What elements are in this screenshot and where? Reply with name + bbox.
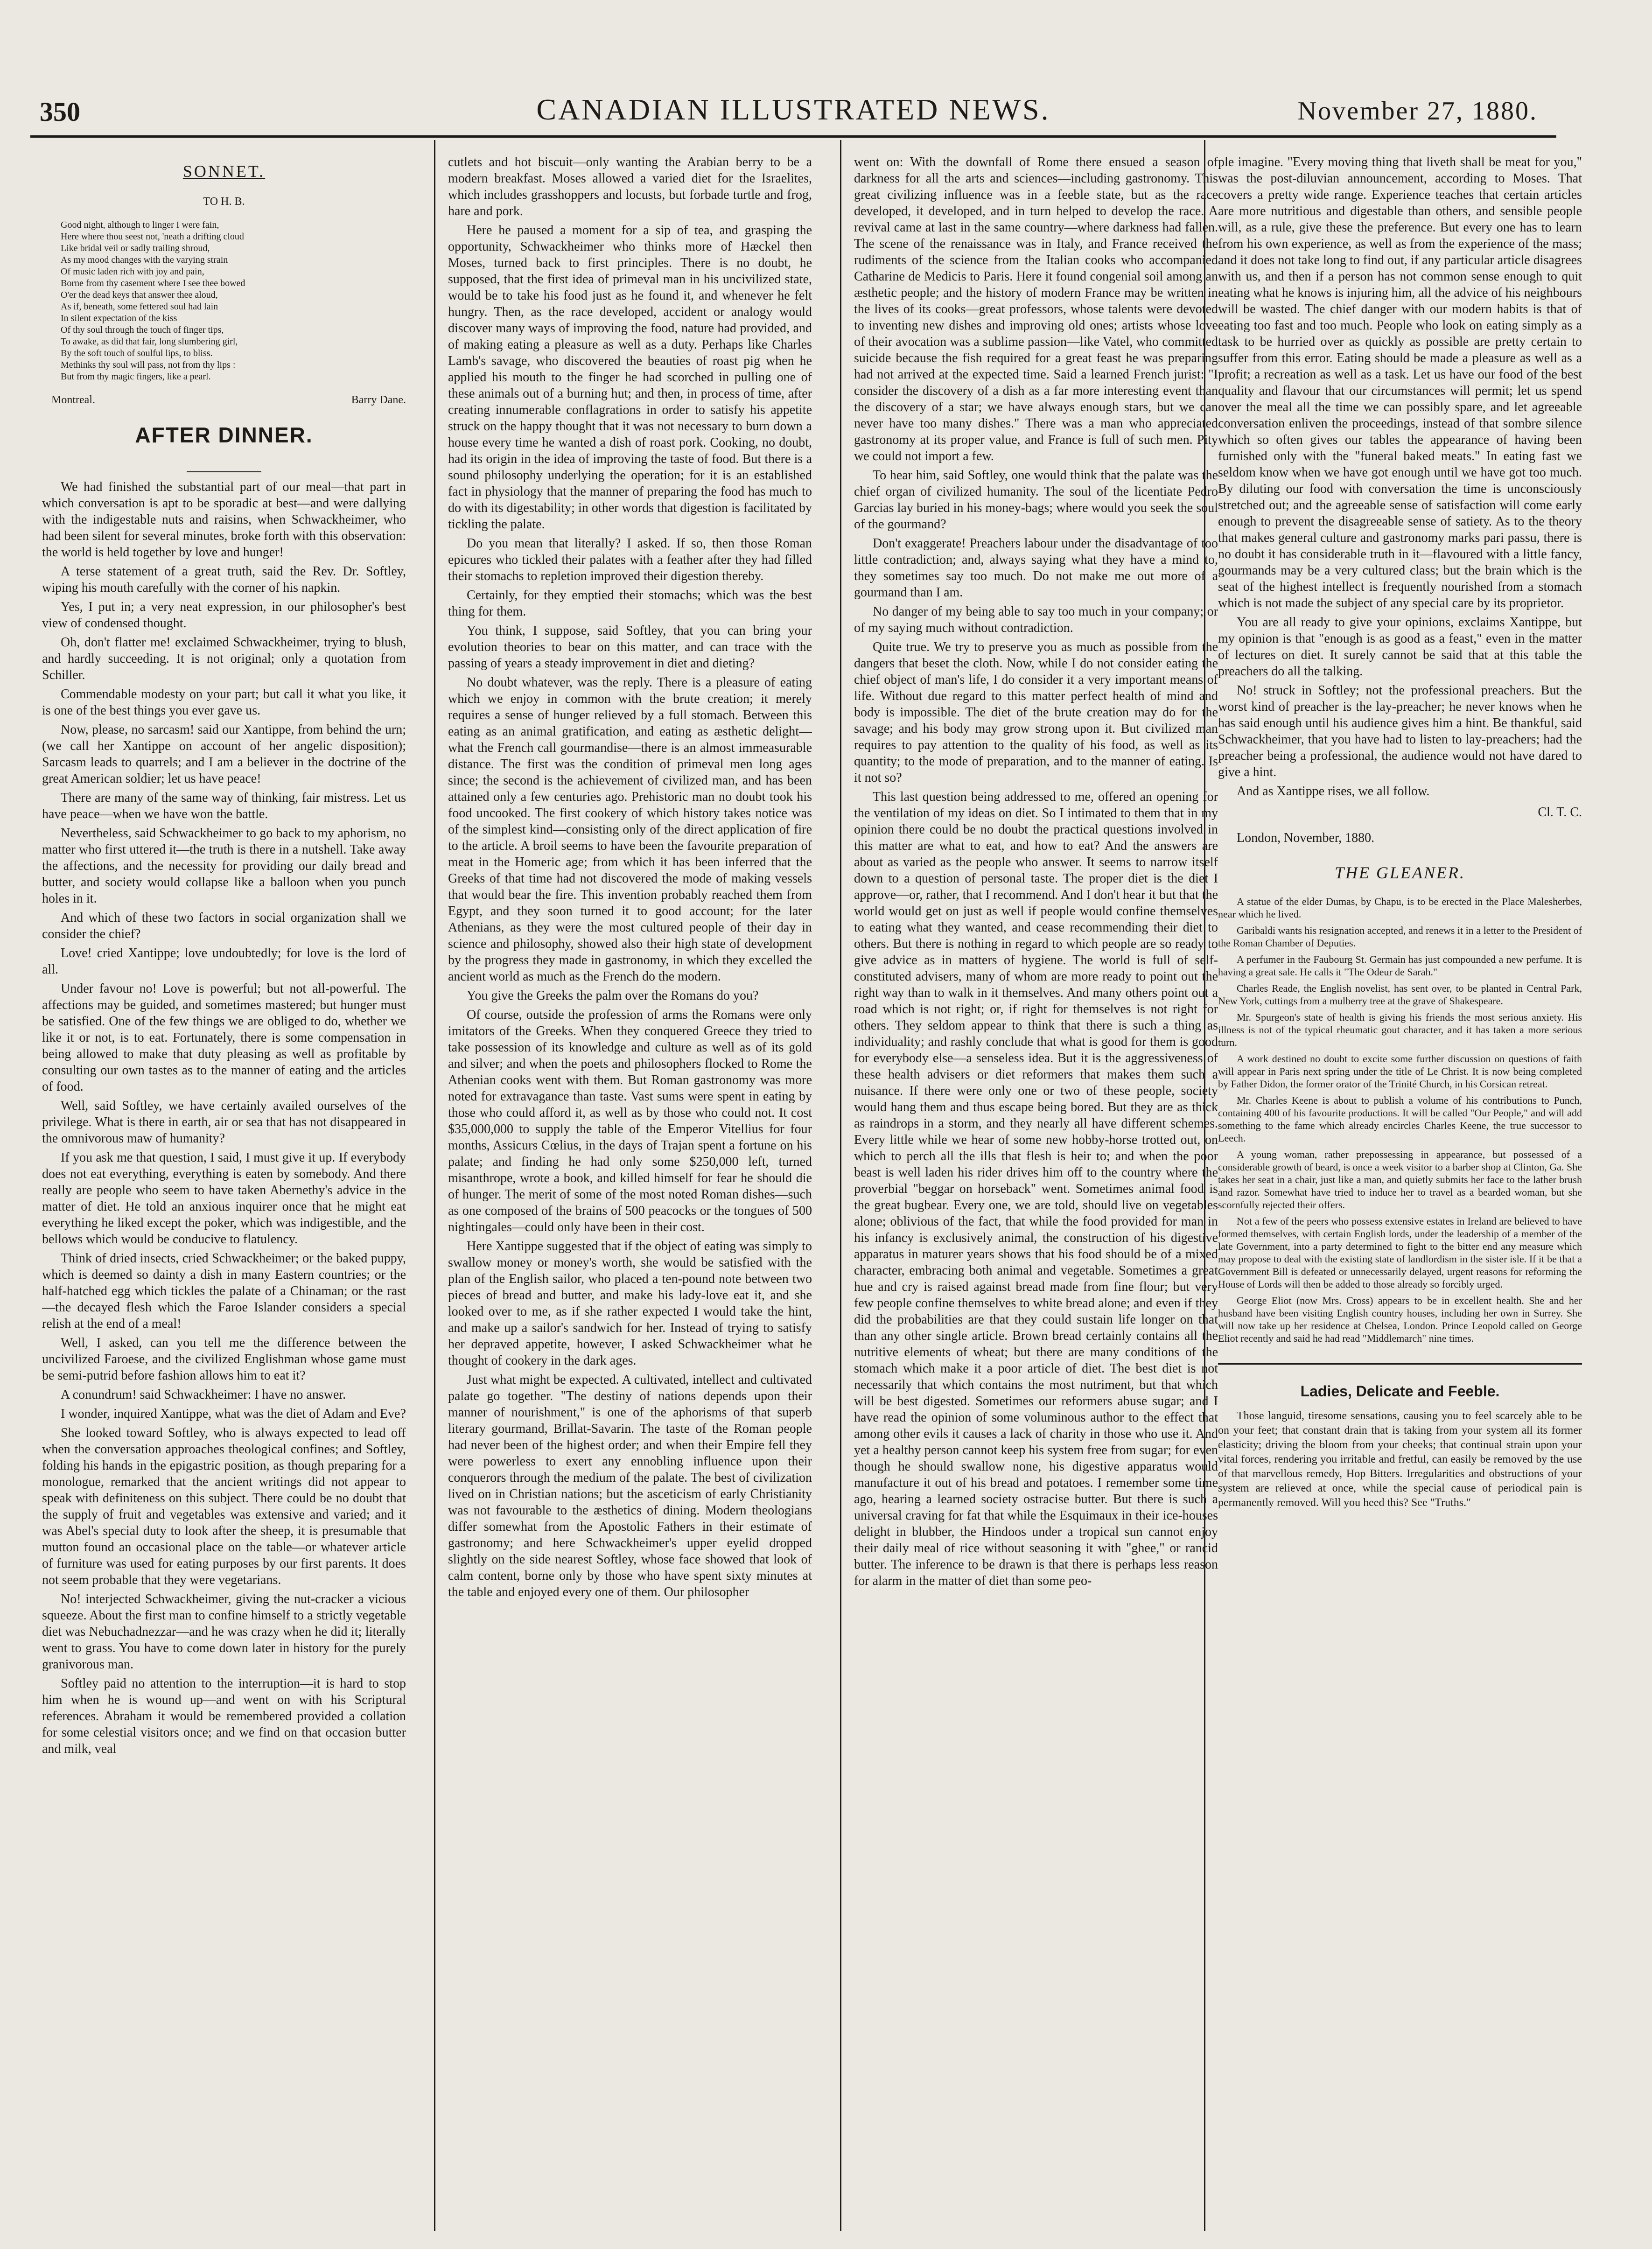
poem-line: Of music laden rich with joy and pain, — [61, 266, 204, 277]
article-paragraph: You are all ready to give your opinions, exclaims Xantippe, but my opinion is that "enough is as good as a feast," even in the matter of lectures on diet. It surely cannot be said that at this table the preachers do all the talking. — [1218, 615, 1582, 679]
poem-line: Good night, although to linger I were fain, — [61, 220, 219, 230]
gleaner-item: A young woman, rather prepossessing in appearance, but possessed of a considerable growth of beard, is once a week visitor to a barber shop at Clinton, Ga. She takes her seat in a chair, just like a man, and quietly submits her face to the lather brush and razor. Somewhat have tried to induce her to travel as a bearded woman, but she scornfully rejected their offers. — [1218, 1149, 1582, 1211]
article-paragraph: No doubt whatever, was the reply. There is a pleasure of eating which we enjoy in common with the brute creation; it merely requires a sense of hunger relieved by a full stomach. Between this eating as an animal gratification, and eating as æsthetic delight—what the French call gourmandise—there is an almost immeasurable distance. The first was the condition of primeval men long ages since; the second is the achievement of civilized man, and has been attained only a few centuries ago. Prehistoric man no doubt took his food uncooked. The first cookery of which history takes notice was of the simplest kind—consisting only of the direct application of fire to the article. A broil seems to have been the favourite preparation of meat in the Homeric age; from which it has been inferred that the Greeks of that time had not discovered the mode of making vessels that would bear the fire. This invention probably reached them from Egypt, and they soon turned it to good account; for the later Athenians, as they were the most cultured people of their day in science and philosophy, showed also their high state of development by the progress they made in gastronomy, in which they excelled the ancient world as much as the French do the modern. — [448, 675, 812, 984]
advert-rule — [1218, 1363, 1582, 1365]
article-paragraph: If you ask me that question, I said, I must give it up. If everybody does not eat everything, everything is eaten by somebody. And there really are people who seem to have taken Abernethy's advice in the matter of diet. He told an anxious inquirer once that he might eat everything he liked except the poker, which was indigestible, and the bellows which would be conducive to flatulency. — [42, 1150, 406, 1247]
article-paragraph: And as Xantippe rises, we all follow. — [1237, 784, 1430, 799]
advert-heading: Ladies, Delicate and Feeble. — [1300, 1383, 1500, 1400]
article-paragraph: You think, I suppose, said Softley, that you can bring your evolution theories to bear on this matter, and can trace with the passing of years a steady improvement in diet and dieting? — [448, 624, 812, 671]
gleaner-item: A work destined no doubt to excite some further discussion on questions of faith will appear in Paris next spring under the title of Le Christ. It is now being completed by Father Didon, the former orator of the Trinité Church, in his Corsican retreat. — [1218, 1053, 1582, 1090]
article-paragraph: Here Xantippe suggested that if the object of eating was simply to swallow money or money's worth, she would be satisfied with the plan of the English sailor, who placed a ten-pound note between two pieces of bread and butter, and make his lady-love eat it, and she looked over to me, as if she rather expected I would take the hint, and make up a sailor's sandwich for her. Instead of trying to satisfy her depraved appetite, however, I asked Schwackheimer what he thought of cookery in the dark ages. — [448, 1239, 812, 1368]
poem-line: As if, beneath, some fettered soul had lain — [61, 301, 218, 312]
article-paragraph: No danger of my being able to say too much in your company; or of my saying much without contradiction. — [854, 604, 1218, 635]
article-paragraph: A conundrum! said Schwackheimer: I have no answer. — [61, 1387, 346, 1402]
poem-line: By the soft touch of soulful lips, to bliss. — [61, 348, 213, 358]
issue-date: November 27, 1880. — [1297, 97, 1538, 126]
article-paragraph: Quite true. We try to preserve you as much as possible from the dangers that beset the cloth. Now, while I do not consider eating the chief object of man's life, I do consider it a very important means of life. Without due regard to this matter perfect health of mind and body is impossible. The diet of the brute creation may do for the savage; and his body may grow strong upon it. But civilized man requires to pay attention to the quality of his food, as well as its quantity; to the mode of preparation, and to the manner of eating. Is it not so? — [854, 640, 1218, 785]
article-paragraph: Softley paid no attention to the interruption—it is hard to stop him when he is wound up—and went on with his Scriptural references. Abraham it would be remembered provided a collation for some celestial visitors once; and we find on that occasion butter and milk, veal — [42, 1676, 406, 1756]
poem-line: To awake, as did that fair, long slumbering girl, — [61, 336, 238, 347]
article-paragraph: Certainly, for they emptied their stomachs; which was the best thing for them. — [448, 588, 812, 619]
gleaner-item: Not a few of the peers who possess extensive estates in Ireland are believed to have formed themselves, with certain English lords, under the leadership of a member of the late Government, into a party determined to fight to the bitter end any measure which may propose to deal with the existing state of landlordism in the sister isle. If it be that a Government Bill is defeated or unnecessarily delayed, urgent reasons for reforming the House of Lords will then be added to those already so forcibly urged. — [1218, 1215, 1582, 1290]
sonnet-author: Barry Dane. — [351, 394, 406, 406]
article-paragraph: Well, said Softley, we have certainly availed ourselves of the privilege. What is there in earth, air or sea that has not disappeared in the omnivorous maw of humanity? — [42, 1099, 406, 1146]
heading-rule — [187, 471, 261, 472]
article-paragraph: And which of these two factors in social organization shall we consider the chief? — [42, 911, 406, 941]
sonnet-heading: SONNET. — [182, 162, 266, 181]
masthead-title: CANADIAN ILLUSTRATED NEWS. — [536, 93, 1050, 126]
poem-line: Borne from thy casement where I see thee bowed — [61, 278, 245, 288]
article-paragraph: She looked toward Softley, who is always expected to lead off when the conversation approaches theological confines; and Softley, folding his hands in the epigastric position, as though preparing for a monologue, remarked that the ancient writings did not appear to speak with definiteness on this subject. There could be no doubt that the supply of fruit and vegetables was extensive and varied; and it was Abel's special duty to look after the sheep, it is presumable that mutton found an occasional place on the table—or whatever article of furniture was used for eating purposes by our first parents. It does not seem probable that they were vegetarians. — [42, 1426, 406, 1587]
article-body-col2 — [448, 154, 812, 1600]
article-paragraph: Love! cried Xantippe; love undoubtedly; for love is the lord of all. — [42, 946, 406, 977]
article-paragraph: Oh, don't flatter me! exclaimed Schwackheimer, trying to blush, and hardly succeeding. It is not original; only a quotation from Schiller. — [42, 635, 406, 682]
article-paragraph: Now, please, no sarcasm! said our Xantippe, from behind the urn; (we call her Xantippe on account of her angelic disposition); Sarcasm leads to quarrels; and I am a believer in the doctrine of the great American soldier; let us have peace! — [42, 722, 406, 786]
column-2 — [448, 154, 812, 2221]
gleaner-items — [1218, 895, 1582, 1345]
article-paragraph: We had finished the substantial part of our meal—that part in which conversation is apt to be sporadic at best—and were dallying with the indigestable nuts and raisins, when Schwackheimer, who had been silent for several minutes, broke forth with this observation: the world is held together by love and hunger! — [42, 480, 406, 560]
page-number: 350 — [40, 97, 80, 127]
gleaner-item: Garibaldi wants his resignation accepted, and renews it in a letter to the President of the Roman Chamber of Deputies. — [1218, 925, 1582, 949]
article-body-col3 — [854, 154, 1218, 1589]
column-1 — [42, 154, 406, 2221]
gleaner-item: A statue of the elder Dumas, by Chapu, is to be erected in the Place Malesherbes, near which he lived. — [1218, 896, 1582, 920]
poem-line: But from thy magic fingers, like a pearl. — [61, 371, 211, 382]
sonnet-place: Montreal. — [51, 394, 95, 406]
article-paragraph: I wonder, inquired Xantippe, what was the diet of Adam and Eve? — [61, 1407, 406, 1421]
column-divider — [434, 140, 435, 2231]
sonnet-poem — [61, 219, 406, 383]
gleaner-item: A perfumer in the Faubourg St. Germain has just compounded a new perfume. It is having a great sale. He calls it "The Odeur de Sarah." — [1218, 953, 1582, 978]
article-paragraph: Here he paused a moment for a sip of tea, and grasping the opportunity, Schwackheimer who thinks more of Hæckel then Moses, turned back to first principles. There is no doubt, he supposed, that the first idea of primeval man in his uncivilized state, would be to take his food just as he found it, and whenever he felt hungry. Then, as the race developed, accident or analogy would discover many ways of improving the food, nature had provided, and of making eating a pleasure as well as a duty. Perhaps like Charles Lamb's savage, who discovered the beauties of roast pig when he applied his mouth to the finger he had scorched in pulling one of these animals out of a burning hut; and then, in process of time, after creating innumerable conflagrations in order to satisfy his appetite struck on the happy thought that it was not necessary to burn down a house every time he wanted a dish of roast pork. Cooking, no doubt, had its origin in the idea of improving the taste of food. But there is a sound philosophy underlying the operation; for it is an established fact in physiology that the manner of preparing the food has much to do with its digestability; in other words that digestion is facilitated by tickling the palate. — [448, 223, 812, 532]
article-body-col4 — [1218, 154, 1582, 799]
article-heading: AFTER DINNER. — [135, 423, 313, 447]
article-paragraph: A terse statement of a great truth, said the Rev. Dr. Softley, wiping his mouth carefully with the corner of his napkin. — [42, 564, 406, 595]
gleaner-item: George Eliot (now Mrs. Cross) appears to be in excellent health. She and her husband have been visiting English country houses, including her own in Surrey. She will now take up her residence at Chelsea, London. Prince Leopold called on George Eliot recently and said he had read "Middlemarch" nine times. — [1218, 1295, 1582, 1344]
column-divider — [840, 140, 841, 2231]
advert-body: Those languid, tiresome sensations, causing you to feel scarcely able to be on your feet; that constant drain that is taking from your system all its former elasticity; driving the bloom from your cheeks; that continual strain upon your vital forces, rendering you irritable and fretful, can easily be removed by the use of that marvellous remedy, Hop Bitters. Irregularities and obstructions of your system are relieved at once, while the special cause of periodical pain is permanently removed. Will you heed this? See "Truths." — [1218, 1410, 1582, 1509]
sonnet-dedication: TO H. B. — [203, 196, 245, 208]
column-4 — [1218, 154, 1582, 2221]
article-paragraph: Of course, outside the profession of arms the Romans were only imitators of the Greeks. When they conquered Greece they tried to take possession of its knowledge and culture as well as of its gold and silver; and when the poets and philosophers flocked to Rome the Athenian cooks went with them. But Roman gastronomy was more noted for extravagance than taste. Vast sums were spent in eating by those who could afford it, as well as by those who could not. It cost $35,000,000 to supply the table of the Emperor Vitellius for four months, Assicurs Cœlius, in the days of Trajan spent a fortune on his palate; and finding he had only some $250,000 left, turned misanthrope, wrote a book, and killed himself for fear he should die of hunger. The merit of some of the most noted Roman dishes—such as one composed of the brains of 500 peacocks or the tongues of 500 nightingales—could only have been in their cost. — [448, 1008, 812, 1234]
article-paragraph: Nevertheless, said Schwackheimer to go back to my aphorism, no matter who first uttered it—the truth is there in a nutshell. Take away the affections, and the necessity for providing our daily bread and butter, and society would collapse like a balloon when you punch holes in it. — [42, 826, 406, 906]
page-header — [30, 92, 1556, 132]
article-paragraph: ple imagine. "Every moving thing that liveth shall be meat for you," was the post-diluvian announcement, according to Moses. That covers a pretty wide range. Experience teaches that certain articles are more nutritious and digestable than others, and sensible people will, as a rule, give these the preference. But every one has to learn from his own experience, as well as from the experience of the mass; and it does not take long to find out, if any particular article disagrees with us, and then if a person has not common sense enough to quit eating what he knows is injuring him, all the advice of his neighbours will be wasted. The chief danger with our modern habits is that of eating too fast and too much. People who look on eating simply as a task to be hurried over as quickly as possible are pretty certain to suffer from this error. Eating should be made a pleasure as well as a profit; a recreation as well as a task. Let us have our food of the best quality and flavour that our circumstances will permit; let us spend over the meal all the time we can possibly spare, and let agreeable conversation enliven the proceedings, instead of that sombre silence which so often gives our tables the appearance of having been furnished only with the "funeral baked meats." In eating fast we seldom know when we have got enough until we have got too much. By diluting our food with conversation the time is unconsciously stretched out; and the agreeable sense of satisfaction will come early enough to prevent the disagreeable sense of satiety. As to the theory that makes general culture and gastronomy marks pari passu, there is no doubt it has considerable truth in it—flavoured with a little fancy, gourmands may be a very cultured class; but the brain which is the seat of the highest intellect is frequently nourished from a stomach which is not made the subject of any special care by its proprietor. — [1218, 155, 1582, 610]
gleaner-item: Charles Reade, the English novelist, has sent over, to be planted in Central Park, New York, cuttings from a mulberry tree at the grave of Shakespeare. — [1218, 982, 1582, 1007]
article-paragraph: There are many of the same way of thinking, fair mistress. Let us have peace—when we have won the battle. — [42, 791, 406, 821]
article-paragraph: Do you mean that literally? I asked. If so, then those Roman epicures who tickled their palates with a feather after they had filled their stomachs to repletion improved their digestion thereby. — [448, 536, 812, 583]
gleaner-item: Mr. Spurgeon's state of health is giving his friends the most serious anxiety. His illness is not of the typical rheumatic gout character, and it has taken a more serious turn. — [1218, 1011, 1582, 1048]
poem-line: Here where thou seest not, 'neath a drifting cloud — [61, 231, 244, 242]
article-signature: Cl. T. C. — [1538, 805, 1582, 820]
poem-line: Like bridal veil or sadly trailing shroud, — [61, 243, 210, 253]
article-paragraph: No! interjected Schwackheimer, giving the nut-cracker a vicious squeeze. About the first man to confine himself to a strictly vegetable diet was Nebuchadnezzar—and he was crazy when he did it; literally went to grass. You have to come down later in history for the purely granivorous man. — [42, 1592, 406, 1672]
header-rule — [30, 135, 1556, 138]
poem-line: O'er the dead keys that answer thee aloud, — [61, 290, 218, 300]
article-body-col1 — [42, 479, 406, 1757]
article-dateline: London, November, 1880. — [1237, 831, 1375, 845]
article-paragraph: Just what might be expected. A cultivated, intellect and cultivated palate go together. "The destiny of nations depends upon their manner of nourishment," is one of the aphorisms of that superb literary gourmand, Brillat-Savarin. The taste of the Roman people had never been of the highest order; and when their Empire fell they were powerless to exert any ennobling influence upon their conquerors through the medium of the palate. The best of civilization lived on in Christian nations; but the asceticism of early Christianity was not favourable to the æsthetics of dining. Modern theologians differ somewhat from the Apostolic Fathers in their estimate of gastronomy; and here Schwackheimer's upper eyelid dropped slightly on the side nearest Softley, whose face showed that look of calm content, borne only by those who have spent sixty minutes at the table and enjoyed every one of them. Our philosopher — [448, 1373, 812, 1599]
poem-line: As my mood changes with the varying strain — [61, 255, 228, 265]
article-paragraph: Think of dried insects, cried Schwackheimer; or the baked puppy, which is deemed so dainty a dish in many Eastern countries; or the half-hatched egg which tickles the palate of a Chinaman; or the rast—the decayed flesh which the Faroe Islander considers a special relish at the end of a meal! — [42, 1251, 406, 1331]
poem-line: In silent expectation of the kiss — [61, 313, 177, 323]
gleaner-heading: THE GLEANER. — [1334, 863, 1465, 882]
article-paragraph: You give the Greeks the palm over the Romans do you? — [467, 988, 759, 1003]
gleaner-item: Mr. Charles Keene is about to publish a volume of his contributions to Punch, containing 400 of his favourite productions. It will be called "Our People," and will add something to the fame which already encircles Charles Keene, the true successor to Leech. — [1218, 1094, 1582, 1144]
column-3 — [854, 154, 1218, 2221]
article-paragraph: No! struck in Softley; not the professional preachers. But the worst kind of preacher is the lay-preacher; he never knows when he has said enough until his audience gives him a hint. Be thankful, said Schwackheimer, that you have had to listen to lay-preachers; had the preacher being a professional, the audience would not have dared to give a hint. — [1218, 683, 1582, 779]
article-paragraph: Yes, I put in; a very neat expression, in our philosopher's best view of condensed thought. — [42, 600, 406, 631]
article-paragraph: cutlets and hot biscuit—only wanting the Arabian berry to be a modern breakfast. Moses allowed a varied diet for the Israelites, which includes grasshoppers and locusts, but forbade turtle and frog, hare and pork. — [448, 155, 812, 218]
poem-line: Methinks thy soul will pass, not from thy lips : — [61, 360, 236, 370]
poem-line: Of thy soul through the touch of finger tips, — [61, 325, 224, 335]
article-paragraph: To hear him, said Softley, one would think that the palate was the chief organ of civilized humanity. The soul of the licentiate Pedro Garcias lay buried in his money-bags; where would you seek the soul of the gourmand? — [854, 468, 1218, 532]
article-paragraph: Don't exaggerate! Preachers labour under the disadvantage of too little contradiction; and, always saying what they have a mind to, they sometimes say too much. Do not make me out more of a gourmand than I am. — [854, 536, 1218, 600]
article-paragraph: Well, I asked, can you tell me the difference between the uncivilized Faroese, and the civilized Englishman whose game must be semi-putrid before fashion allows him to eat it? — [42, 1336, 406, 1383]
sonnet-signature — [51, 392, 406, 408]
article-paragraph: went on: With the downfall of Rome there ensued a season of darkness for all the arts and sciences—including gastronomy. This great civilizing influence was in a feeble state, but as the race developed, it developed, and in turn helped to develop the race. A revival came at last in the same country—where darkness had fallen. The scene of the renaissance was in Italy, and France received the rudiments of the science from the Italian cooks who accompanied Catharine de Medicis to Paris. Here it found congenial soil among an æsthetic people; and the history of modern France may be written in the lives of its cooks—great professors, whose talents were devoted to inventing new dishes and improving old ones; artists whose love of their avocation was a sublime passion—like Vatel, who committed suicide because the fish required for a great feast he was preparing had not arrived at the expected time. Said a learned French jurist: "I consider the discovery of a dish as a far more interesting event than the discovery of a star; we have always enough stars, but we can never have too many dishes." There was a man who appreciated gastronomy at its proper value, and France is full of such men. Pity we could not import a few. — [854, 155, 1218, 463]
article-paragraph: Under favour no! Love is powerful; but not all-powerful. The affections may be guided, and sometimes mastered; but hunger must be satisfied. One of the few things we are obliged to do, whether we like it or not, is to eat. Fortunately, there is some compensation in being allowed to make that duty pleasing as well as profitable by consulting our own tastes as to the manner of eating and the articles of food. — [42, 981, 406, 1094]
article-paragraph: This last question being addressed to me, offered an opening for the ventilation of my ideas on diet. So I intimated to them that in my opinion there could be no doubt the practical questions involved in this matter are what to eat, and how to eat? And the answers are about as varied as the people who answer. It seems to narrow itself down to a question of personal taste. The proper diet is the diet I approve—or, rather, that I recommend. And I don't hear it but that the world would get on just as well if people would confine themselves to eating what they wanted, and cease recommending their diet to others. But there is nothing in regard to which people are so ready to give advice as in matters of hygiene. The world is full of self-constituted advisers, many of whom are more ready to point out the right way than to walk in it themselves. And many others point out a road which is not right; or, if right for themselves is not right for others. They seldom appear to think that there is such a thing as individuality; and rashly conclude that what is good for them is good for everybody else—a senseless idea. But it is the aggressiveness of these health advisers or diet reformers that makes them such a nuisance. If there were only one or two of these people, society would hang them and thus escape being bored. But they are as thick as raindrops in a storm, and they nearly all have different schemes. Every little while we hear of some new hobby-horse trotted out, on which to perch all the ills that flesh is heir to; and when the poor beast is well laden his rider drives him off to the country where the proverbial "beggar on horseback" went. Sometimes animal food is the great bugbear. Every one, we are told, should live on vegetables alone; oblivious of the fact, that while the food provided for man in his infancy is exclusively animal, the construction of his digestive apparatus in maturer years shows that his food should be of a mixed character, embracing both animal and vegetable. Sometimes a great hue and cry is raised against bread made from fine flour; but very few people confine themselves to white bread alone; and even if they did the probabilities are that they could sustain life longer on that than any other single article. Brown bread certainly contains all the nutritive elements of wheat; but there are many conditions of the stomach which make it a poor article of diet. The best diet is not necessarily that which contains the most nutriment, but that which will be best digested. Sometimes our reformers abuse sugar; and I have read the opinion of some voluminous author to the effect that among other evils it causes a lack of charity in those who use it. And yet a healthy person cannot keep his system free from sugar; for even though he should swallow none, his digestive apparatus would manufacture it out of his bread and potatoes. I remember some time ago, hearing a learned society ostracise butter. But there is such a universal craving for fat that while the Esquimaux in their ice-houses delight in blubber, the Hindoos under a tropical sun cannot enjoy their daily meal of rice without seasoning it with "ghee," or rancid butter. The inference to be drawn is that there is perhaps less reason for alarm in the matter of diet than some peo- — [854, 790, 1218, 1588]
article-paragraph: Commendable modesty on your part; but call it what you like, it is one of the best things you ever gave us. — [42, 687, 406, 718]
